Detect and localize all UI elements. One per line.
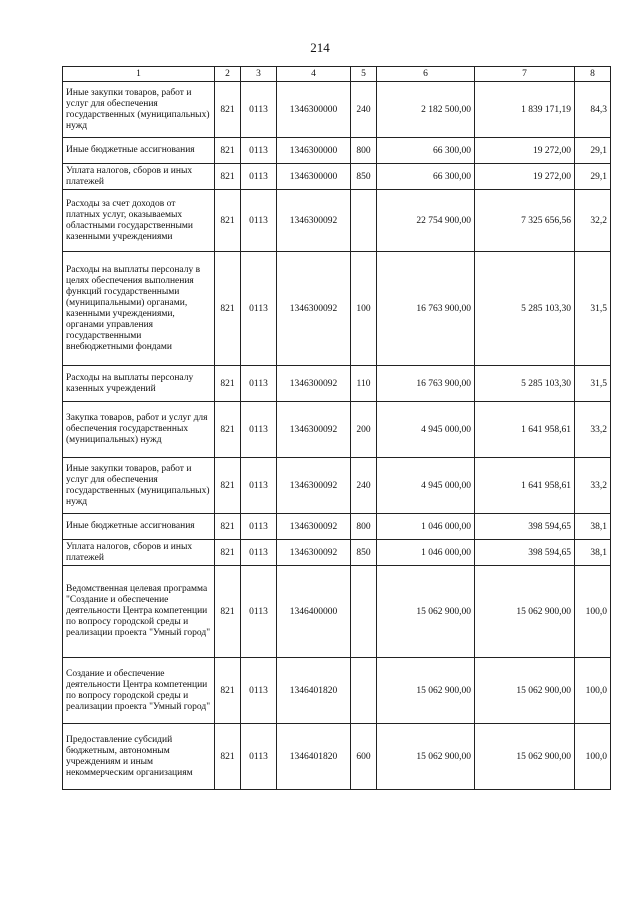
cell-plan: 15 062 900,00 [377, 724, 475, 790]
table-row [63, 366, 611, 402]
cell-type: 110 [351, 366, 377, 402]
cell-percent: 38,1 [575, 514, 611, 540]
column-header: 1 [63, 67, 215, 82]
cell-actual: 398 594,65 [475, 540, 575, 566]
cell-percent: 29,1 [575, 164, 611, 190]
cell-percent: 84,3 [575, 82, 611, 138]
cell-type [351, 190, 377, 252]
page-number: 214 [310, 40, 330, 55]
row-name: Иные закупки товаров, работ и услуг для обеспечения государственных (муниципальных) нужд [63, 82, 215, 138]
cell-target: 1346300000 [277, 138, 351, 164]
cell-admin: 821 [215, 138, 241, 164]
cell-percent: 100,0 [575, 658, 611, 724]
cell-plan: 4 945 000,00 [377, 458, 475, 514]
cell-plan: 16 763 900,00 [377, 366, 475, 402]
cell-type: 850 [351, 164, 377, 190]
cell-percent: 29,1 [575, 138, 611, 164]
column-header: 8 [575, 67, 611, 82]
cell-plan: 22 754 900,00 [377, 190, 475, 252]
cell-percent: 31,5 [575, 252, 611, 366]
cell-section: 0113 [241, 252, 277, 366]
table-row [63, 190, 611, 252]
cell-section: 0113 [241, 366, 277, 402]
cell-target: 1346300092 [277, 366, 351, 402]
cell-target: 1346300092 [277, 458, 351, 514]
row-name: Предоставление субсидий бюджетным, автономным учреждениям и иным некоммерческим организациям [63, 724, 215, 790]
cell-actual: 5 285 103,30 [475, 366, 575, 402]
row-name: Иные закупки товаров, работ и услуг для обеспечения государственных (муниципальных) нужд [63, 458, 215, 514]
cell-target: 1346300092 [277, 252, 351, 366]
cell-section: 0113 [241, 658, 277, 724]
cell-target: 1346400000 [277, 566, 351, 658]
cell-target: 1346401820 [277, 658, 351, 724]
cell-actual: 398 594,65 [475, 514, 575, 540]
row-name: Расходы за счет доходов от платных услуг, оказываемых областными государственными казенными учреждениями [63, 190, 215, 252]
cell-actual: 1 839 171,19 [475, 82, 575, 138]
cell-type: 100 [351, 252, 377, 366]
cell-section: 0113 [241, 724, 277, 790]
row-name: Создание и обеспечение деятельности Центра компетенции по вопросу городской среды и реализации проекта "Умный город" [63, 658, 215, 724]
table-header-row [63, 67, 611, 82]
cell-type [351, 566, 377, 658]
column-header: 4 [277, 67, 351, 82]
cell-percent: 32,2 [575, 190, 611, 252]
cell-type: 200 [351, 402, 377, 458]
cell-percent: 31,5 [575, 366, 611, 402]
cell-admin: 821 [215, 514, 241, 540]
cell-admin: 821 [215, 82, 241, 138]
row-name: Расходы на выплаты персоналу казенных учреждений [63, 366, 215, 402]
cell-plan: 15 062 900,00 [377, 658, 475, 724]
column-header: 5 [351, 67, 377, 82]
table-row [63, 252, 611, 366]
column-header: 6 [377, 67, 475, 82]
cell-admin: 821 [215, 164, 241, 190]
table-row [63, 164, 611, 190]
cell-section: 0113 [241, 402, 277, 458]
cell-section: 0113 [241, 138, 277, 164]
cell-actual: 15 062 900,00 [475, 658, 575, 724]
table-row [63, 82, 611, 138]
cell-target: 1346300000 [277, 164, 351, 190]
table-row [63, 402, 611, 458]
column-header: 2 [215, 67, 241, 82]
cell-actual: 5 285 103,30 [475, 252, 575, 366]
cell-admin: 821 [215, 366, 241, 402]
cell-actual: 19 272,00 [475, 164, 575, 190]
table-row [63, 658, 611, 724]
cell-admin: 821 [215, 252, 241, 366]
cell-actual: 1 641 958,61 [475, 402, 575, 458]
table-row [63, 458, 611, 514]
cell-type: 240 [351, 82, 377, 138]
cell-plan: 1 046 000,00 [377, 514, 475, 540]
cell-percent: 33,2 [575, 458, 611, 514]
row-name: Иные бюджетные ассигнования [63, 514, 215, 540]
cell-section: 0113 [241, 82, 277, 138]
cell-admin: 821 [215, 402, 241, 458]
cell-target: 1346300092 [277, 402, 351, 458]
cell-admin: 821 [215, 724, 241, 790]
cell-type: 850 [351, 540, 377, 566]
cell-section: 0113 [241, 566, 277, 658]
cell-admin: 821 [215, 458, 241, 514]
table-row [63, 514, 611, 540]
row-name: Расходы на выплаты персоналу в целях обеспечения выполнения функций государственными (муниципальными) органами, казенными учреждениями, органами управления государственными внебюджетными фондами [63, 252, 215, 366]
cell-actual: 19 272,00 [475, 138, 575, 164]
cell-section: 0113 [241, 190, 277, 252]
table-row [63, 566, 611, 658]
cell-type [351, 658, 377, 724]
cell-target: 1346300092 [277, 514, 351, 540]
table-row [63, 138, 611, 164]
column-header: 3 [241, 67, 277, 82]
cell-target: 1346300092 [277, 540, 351, 566]
cell-target: 1346300000 [277, 82, 351, 138]
cell-target: 1346300092 [277, 190, 351, 252]
cell-section: 0113 [241, 514, 277, 540]
cell-type: 240 [351, 458, 377, 514]
cell-type: 800 [351, 138, 377, 164]
column-header: 7 [475, 67, 575, 82]
row-name: Закупка товаров, работ и услуг для обеспечения государственных (муниципальных) нужд [63, 402, 215, 458]
cell-section: 0113 [241, 540, 277, 566]
table-row [63, 540, 611, 566]
row-name: Ведомственная целевая программа "Создание и обеспечение деятельности Центра компетенции по вопросу городской среды и реализации проекта "Умный город" [63, 566, 215, 658]
budget-table [62, 66, 611, 790]
cell-admin: 821 [215, 658, 241, 724]
cell-admin: 821 [215, 566, 241, 658]
cell-section: 0113 [241, 164, 277, 190]
cell-type: 800 [351, 514, 377, 540]
cell-percent: 38,1 [575, 540, 611, 566]
cell-section: 0113 [241, 458, 277, 514]
cell-percent: 33,2 [575, 402, 611, 458]
cell-plan: 1 046 000,00 [377, 540, 475, 566]
cell-target: 1346401820 [277, 724, 351, 790]
cell-actual: 7 325 656,56 [475, 190, 575, 252]
cell-percent: 100,0 [575, 724, 611, 790]
row-name: Уплата налогов, сборов и иных платежей [63, 164, 215, 190]
cell-plan: 2 182 500,00 [377, 82, 475, 138]
cell-percent: 100,0 [575, 566, 611, 658]
cell-plan: 66 300,00 [377, 164, 475, 190]
cell-plan: 16 763 900,00 [377, 252, 475, 366]
cell-actual: 15 062 900,00 [475, 566, 575, 658]
cell-plan: 66 300,00 [377, 138, 475, 164]
cell-plan: 15 062 900,00 [377, 566, 475, 658]
cell-type: 600 [351, 724, 377, 790]
cell-actual: 15 062 900,00 [475, 724, 575, 790]
table-row [63, 724, 611, 790]
row-name: Уплата налогов, сборов и иных платежей [63, 540, 215, 566]
row-name: Иные бюджетные ассигнования [63, 138, 215, 164]
cell-actual: 1 641 958,61 [475, 458, 575, 514]
cell-plan: 4 945 000,00 [377, 402, 475, 458]
cell-admin: 821 [215, 190, 241, 252]
cell-admin: 821 [215, 540, 241, 566]
